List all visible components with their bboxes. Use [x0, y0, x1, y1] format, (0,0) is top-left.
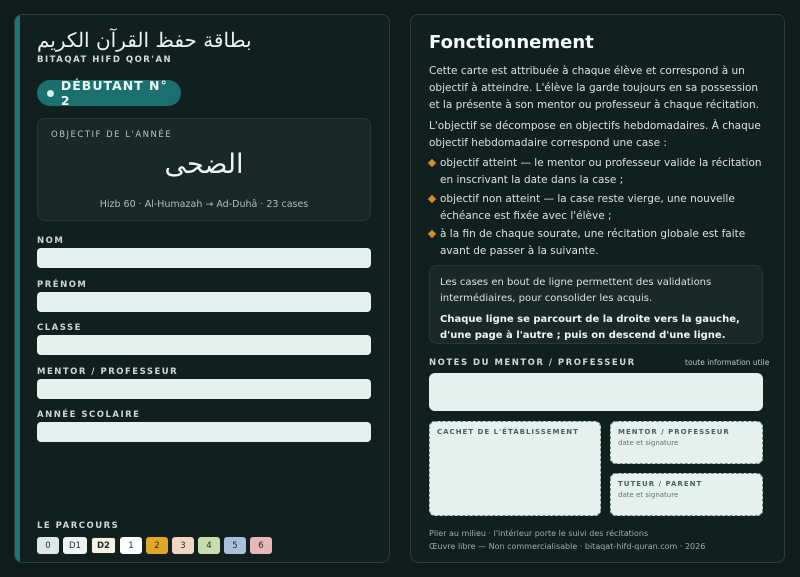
field-label-prenom: PRÉNOM	[37, 280, 88, 290]
diamond-icon	[428, 159, 436, 167]
stamp-box[interactable]	[429, 421, 601, 516]
parcours-chip: 0	[37, 537, 59, 554]
level-label: DÉBUTANT N° 2	[60, 78, 168, 108]
diamond-icon	[428, 230, 436, 238]
bullet-text: à la fin de chaque sourate, une récitation globale est faite avant de passer à la suivante.	[440, 228, 746, 257]
parcours-chip: 6	[250, 537, 272, 554]
tutor-signature-label: TUTEUR / PARENT	[618, 480, 703, 488]
parcours-chips	[37, 537, 272, 554]
goal-label: OBJECTIF DE L'ANNÉE	[51, 130, 173, 140]
weekly-paragraph: L'objectif se décompose en objectifs hebdomadaires. À chaque objectif hebdomadaire correspond une case :	[429, 120, 761, 149]
info-text: Les cases en bout de ligne permettent des validations intermédiaires, pour consolider les acquis.	[440, 277, 712, 304]
section-title: Fonctionnement	[429, 32, 594, 53]
parcours-chip: 4	[198, 537, 220, 554]
field-label-annee: ANNÉE SCOLAIRE	[37, 410, 141, 420]
notes-field[interactable]	[429, 373, 763, 411]
accent-bar	[15, 15, 20, 562]
intro-paragraph: Cette carte est attribuée à chaque élève et correspond à un objectif à atteindre. L'élève la garde toujours en sa possession et la présente à son mentor ou professeur à chaque récitation.	[429, 65, 759, 111]
notes-label: NOTES DU MENTOR / PROFESSEUR	[429, 358, 636, 368]
bullet-text: objectif atteint — le mentor ou professeur valide la récitation en inscrivant la date dans la case ;	[440, 157, 762, 186]
transliteration: BITAQAT HIFD QOR'AN	[37, 55, 173, 65]
tutor-signature-box[interactable]	[610, 473, 763, 516]
tutor-signature-sub: date et signature	[618, 491, 679, 499]
bullet-item	[429, 191, 765, 225]
info-strong: Chaque ligne se parcourt de la droite vers la gauche, d'une page à l'autre ; puis on descend d'une ligne.	[440, 314, 740, 341]
field-label-classe: CLASSE	[37, 323, 82, 333]
field-label-nom: NOM	[37, 236, 65, 246]
level-badge	[37, 80, 181, 106]
annee-scolaire-field[interactable]	[37, 422, 371, 442]
info-box	[429, 265, 763, 344]
mentor-signature-label: MENTOR / PROFESSEUR	[618, 428, 730, 436]
mentor-field[interactable]	[37, 379, 371, 399]
goal-box	[37, 118, 371, 221]
field-label-mentor: MENTOR / PROFESSEUR	[37, 367, 179, 377]
dot-icon	[47, 90, 54, 97]
diamond-icon	[428, 195, 436, 203]
parcours-chip: 3	[172, 537, 194, 554]
parcours-chip: D2	[91, 537, 116, 554]
footer-fold-note: Plier au milieu · l'intérieur porte le suivi des récitations	[429, 529, 649, 538]
bullet-text: objectif non atteint — la case reste vierge, une nouvelle échéance est fixée avec l'élève ;	[440, 193, 735, 222]
goal-surah: الضحى	[164, 149, 244, 180]
stamp-label: CACHET DE L'ÉTABLISSEMENT	[437, 428, 579, 436]
goal-meta: Hizb 60 · Al-Humazah → Ad-Duhâ · 23 cases	[99, 199, 309, 210]
prenom-field[interactable]	[37, 292, 371, 312]
parcours-chip: 2	[146, 537, 168, 554]
notes-hint: toute information utile	[685, 358, 770, 367]
parcours-chip: 1	[120, 537, 142, 554]
nom-field[interactable]	[37, 248, 371, 268]
mentor-signature-sub: date et signature	[618, 439, 679, 447]
bullet-item	[429, 155, 765, 189]
parcours-label: LE PARCOURS	[37, 521, 120, 531]
parcours-chip: 5	[224, 537, 246, 554]
arabic-title: بطاقة حفظ القرآن الكريم	[37, 28, 252, 52]
classe-field[interactable]	[37, 335, 371, 355]
bullet-item	[429, 226, 765, 260]
mentor-signature-box[interactable]	[610, 421, 763, 464]
parcours-chip: D1	[63, 537, 87, 554]
footer-license: Œuvre libre — Non commercialisable · bitaqat-hifd-quran.com · 2026	[429, 542, 706, 551]
